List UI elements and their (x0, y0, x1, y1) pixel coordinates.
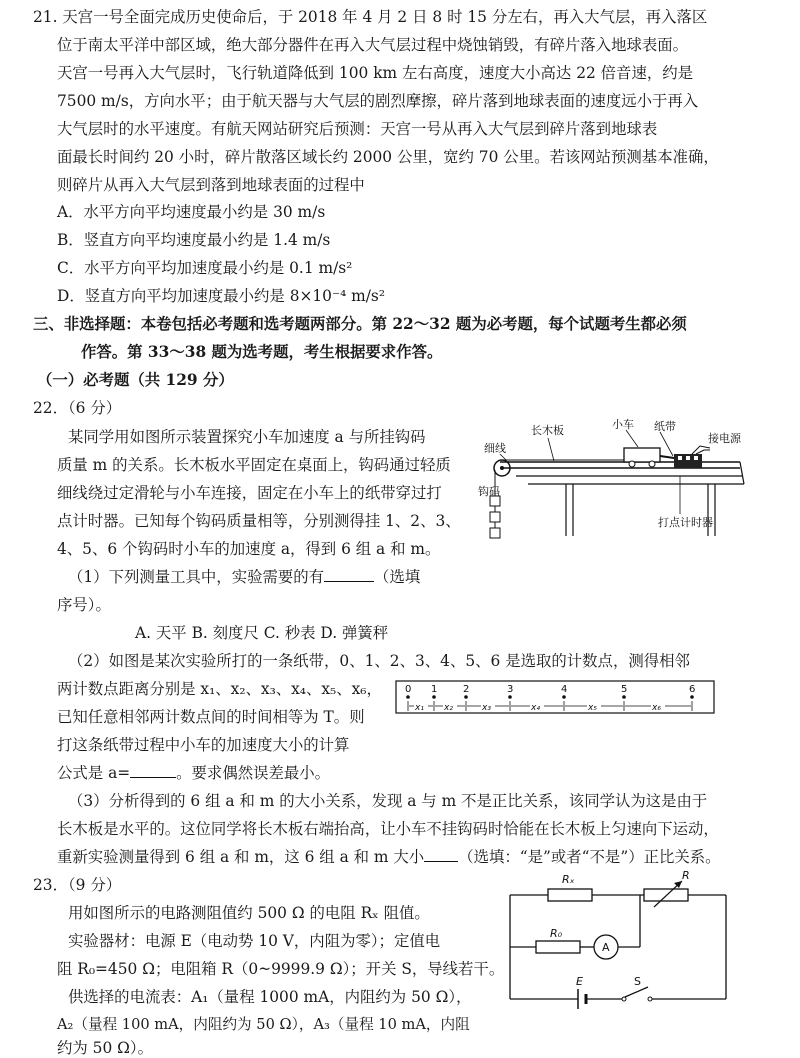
q23-line-4: 供选择的电流表：A₁（量程 1000 mA，内阻约为 50 Ω）， (68, 988, 472, 1006)
q22-part1-text: （1）下列测量工具中，实验需要的有 (68, 568, 325, 586)
q21-option-c: C．水平方向平均加速度最小约是 0.1 m/s² (57, 259, 353, 277)
q23-line-2: 实验器材：电源 E（电动势 10 V，内阻为零）；定值电 (68, 932, 441, 950)
resistor-r0-icon (536, 941, 580, 953)
hook-weights-icon (490, 496, 500, 538)
q21-line-3: 天宫一号再入大气层时，飞行轨道降低到 100 km 左右高度，速度大小高达 22 倍音速，约是 (57, 64, 694, 82)
q22-paper-tape-diagram (394, 675, 716, 717)
tape-point-dot (508, 695, 512, 699)
q22-part1-hint: （选填 (374, 568, 421, 586)
label-ammeter: A (602, 941, 610, 954)
tape-interval-label: x₄ (531, 703, 540, 713)
q23-header: 23．（9 分） (33, 876, 122, 894)
tape-interval-label: x₃ (482, 703, 491, 713)
tape-point-dot (690, 695, 694, 699)
label-r: R (682, 869, 690, 882)
q22-part3-text: 重新实验测量得到 6 组 a 和 m，这 6 组 a 和 m 大小 (57, 848, 425, 866)
tape-point-dot (406, 695, 410, 699)
tape-point-dot (622, 695, 626, 699)
q22-intro-2: 质量 m 的关系。长木板水平固定在桌面上，钩码通过轻质 (57, 456, 451, 474)
q22-intro-4: 点计时器。已知每个钩码质量相等，分别测得挂 1、2、3、 (57, 512, 461, 530)
label-cart: 小车 (612, 418, 634, 431)
label-tape: 纸带 (654, 420, 676, 433)
label-string: 细线 (484, 442, 506, 455)
label-timer: 打点计时器 (658, 516, 713, 529)
q22-part2-line-2: 两计数点距离分别是 x₁、x₂、x₃、x₄、x₅、x₆， (57, 680, 382, 698)
label-r0: R₀ (550, 927, 563, 940)
q22-part2-formula-text: 公式是 a= (57, 764, 131, 782)
label-power: 接电源 (708, 432, 741, 445)
tape-point-dot (432, 695, 436, 699)
label-s: S (634, 975, 641, 988)
q22-intro-5: 4、5、6 个钩码时小车的加速度 a，得到 6 组 a 和 m。 (57, 540, 441, 558)
section3-heading-line-2: 作答。第 33～38 题为选考题，考生根据要求作答。 (81, 343, 443, 361)
timer-icon (674, 454, 702, 468)
tape-point-label: 2 (463, 684, 470, 695)
tape-interval-label: x₅ (588, 703, 597, 713)
tape-point-dot (562, 695, 566, 699)
label-weights: 钩码 (478, 485, 500, 498)
resistor-rx-icon (548, 889, 592, 901)
tape-point-label: 1 (431, 684, 438, 695)
q22-tool-options: A. 天平 B. 刻度尺 C. 秒表 D. 弹簧秤 (135, 624, 389, 642)
tape-point-dot (464, 695, 468, 699)
q22-part2-line-3: 已知任意相邻两计数点间的时间相等为 T。则 (57, 708, 365, 726)
tape-point-label: 5 (621, 684, 628, 695)
tape-point-label: 0 (405, 684, 412, 695)
q23-line-1: 用如图所示的电路测阻值约 500 Ω 的电阻 Rₓ 阻值。 (68, 904, 430, 922)
q22-intro-1: 某同学用如图所示装置探究小车加速度 a 与所挂钩码 (68, 428, 426, 446)
q22-apparatus-diagram (478, 418, 768, 550)
q21-option-b: B．竖直方向平均速度最小约是 1.4 m/s (57, 231, 331, 249)
q22-part3-line-2: 长木板是水平的。这位同学将长木板右端抬高，让小车不挂钩码时恰能在长木板上匀速向下运动， (57, 820, 719, 838)
q22-part2-tail: 。要求偶然误差最小。 (176, 764, 331, 782)
tape-interval-label: x₂ (444, 703, 453, 713)
q22-part2-blank[interactable] (130, 777, 176, 778)
q22-part1-blank[interactable] (324, 581, 374, 582)
q21-line-4: 7500 m/s，方向水平；由于航天器与大气层的剧烈摩擦，碎片落到地球表面的速度远小于再入 (57, 92, 699, 110)
q21-line-6: 面最长时间约 20 小时，碎片散落区域长约 2000 公里，宽约 70 公里。若该网站预测基本准确， (57, 148, 719, 166)
q21-option-d: D．竖直方向平均加速度最小约是 8×10⁻⁴ m/s² (57, 287, 386, 305)
q22-part3-line-1: （3）分析得到的 6 组 a 和 m 的大小关系，发现 a 与 m 不是正比关系，该同学认为这是由于 (68, 792, 708, 810)
label-board: 长木板 (531, 424, 564, 437)
q23-line-3: 阻 R₀=450 Ω；电阻箱 R（0~9999.9 Ω）；开关 S，导线若干。 (57, 960, 505, 978)
q21-line-2: 位于南太平洋中部区域，绝大部分器件在再入大气层过程中烧蚀销毁，有碎片落入地球表面。 (57, 36, 689, 54)
q21-line-7: 则碎片从再入大气层到落到地球表面的过程中 (57, 176, 365, 194)
tape-point-label: 4 (561, 684, 568, 695)
q22-part2-line-1: （2）如图是某次实验所打的一条纸带，0、1、2、3、4、5、6 是选取的计数点，测得相邻 (68, 652, 690, 670)
q23-line-5: A₂（量程 100 mA，内阻约为 50 Ω），A₃（量程 10 mA，内阻 (57, 1016, 470, 1033)
q21-line-1: 21. 天宫一号全面完成历史使命后，于 2018 年 4 月 2 日 8 时 15 分左右，再入大气层，再入落区 (33, 8, 708, 26)
section3-subheading: （一）必考题（共 129 分） (37, 371, 234, 389)
section3-heading-line-1: 三、非选择题：本卷包括必考题和选考题两部分。第 22～32 题为必考题，每个试题考生都必须 (33, 315, 687, 333)
tape-interval-label: x₆ (652, 703, 661, 713)
q22-part2-line-5 (57, 763, 330, 783)
label-e: E (576, 975, 583, 988)
q22-intro-3: 细线绕过定滑轮与小车连接，固定在小车上的纸带穿过打 (57, 484, 442, 502)
q22-part3-hint: （选填：“是”或者“不是”）正比关系。 (458, 848, 721, 866)
cart-icon (624, 448, 660, 467)
tape-interval-label: x₁ (415, 703, 424, 713)
q22-header: 22．（6 分） (33, 399, 122, 417)
resistance-box-icon (644, 889, 688, 901)
q22-part1 (68, 567, 420, 587)
q22-part2-line-4: 打这条纸带过程中小车的加速度大小的计算 (57, 736, 350, 754)
q23-circuit-diagram (504, 863, 740, 1011)
q22-part1-line-2: 序号）。 (57, 596, 111, 614)
switch-icon (625, 987, 648, 997)
q21-line-5: 大气层时的水平速度。有航天网站研究后预测：天宫一号从再入大气层到碎片落到地球表 (57, 120, 658, 138)
q23-line-6: 约为 50 Ω）。 (57, 1039, 153, 1057)
tape-point-label: 3 (507, 684, 514, 695)
label-rx: Rₓ (562, 873, 575, 886)
q22-part3-blank[interactable] (424, 861, 458, 862)
q21-option-a: A．水平方向平均速度最小约是 30 m/s (57, 203, 326, 221)
tape-point-label: 6 (689, 684, 696, 695)
